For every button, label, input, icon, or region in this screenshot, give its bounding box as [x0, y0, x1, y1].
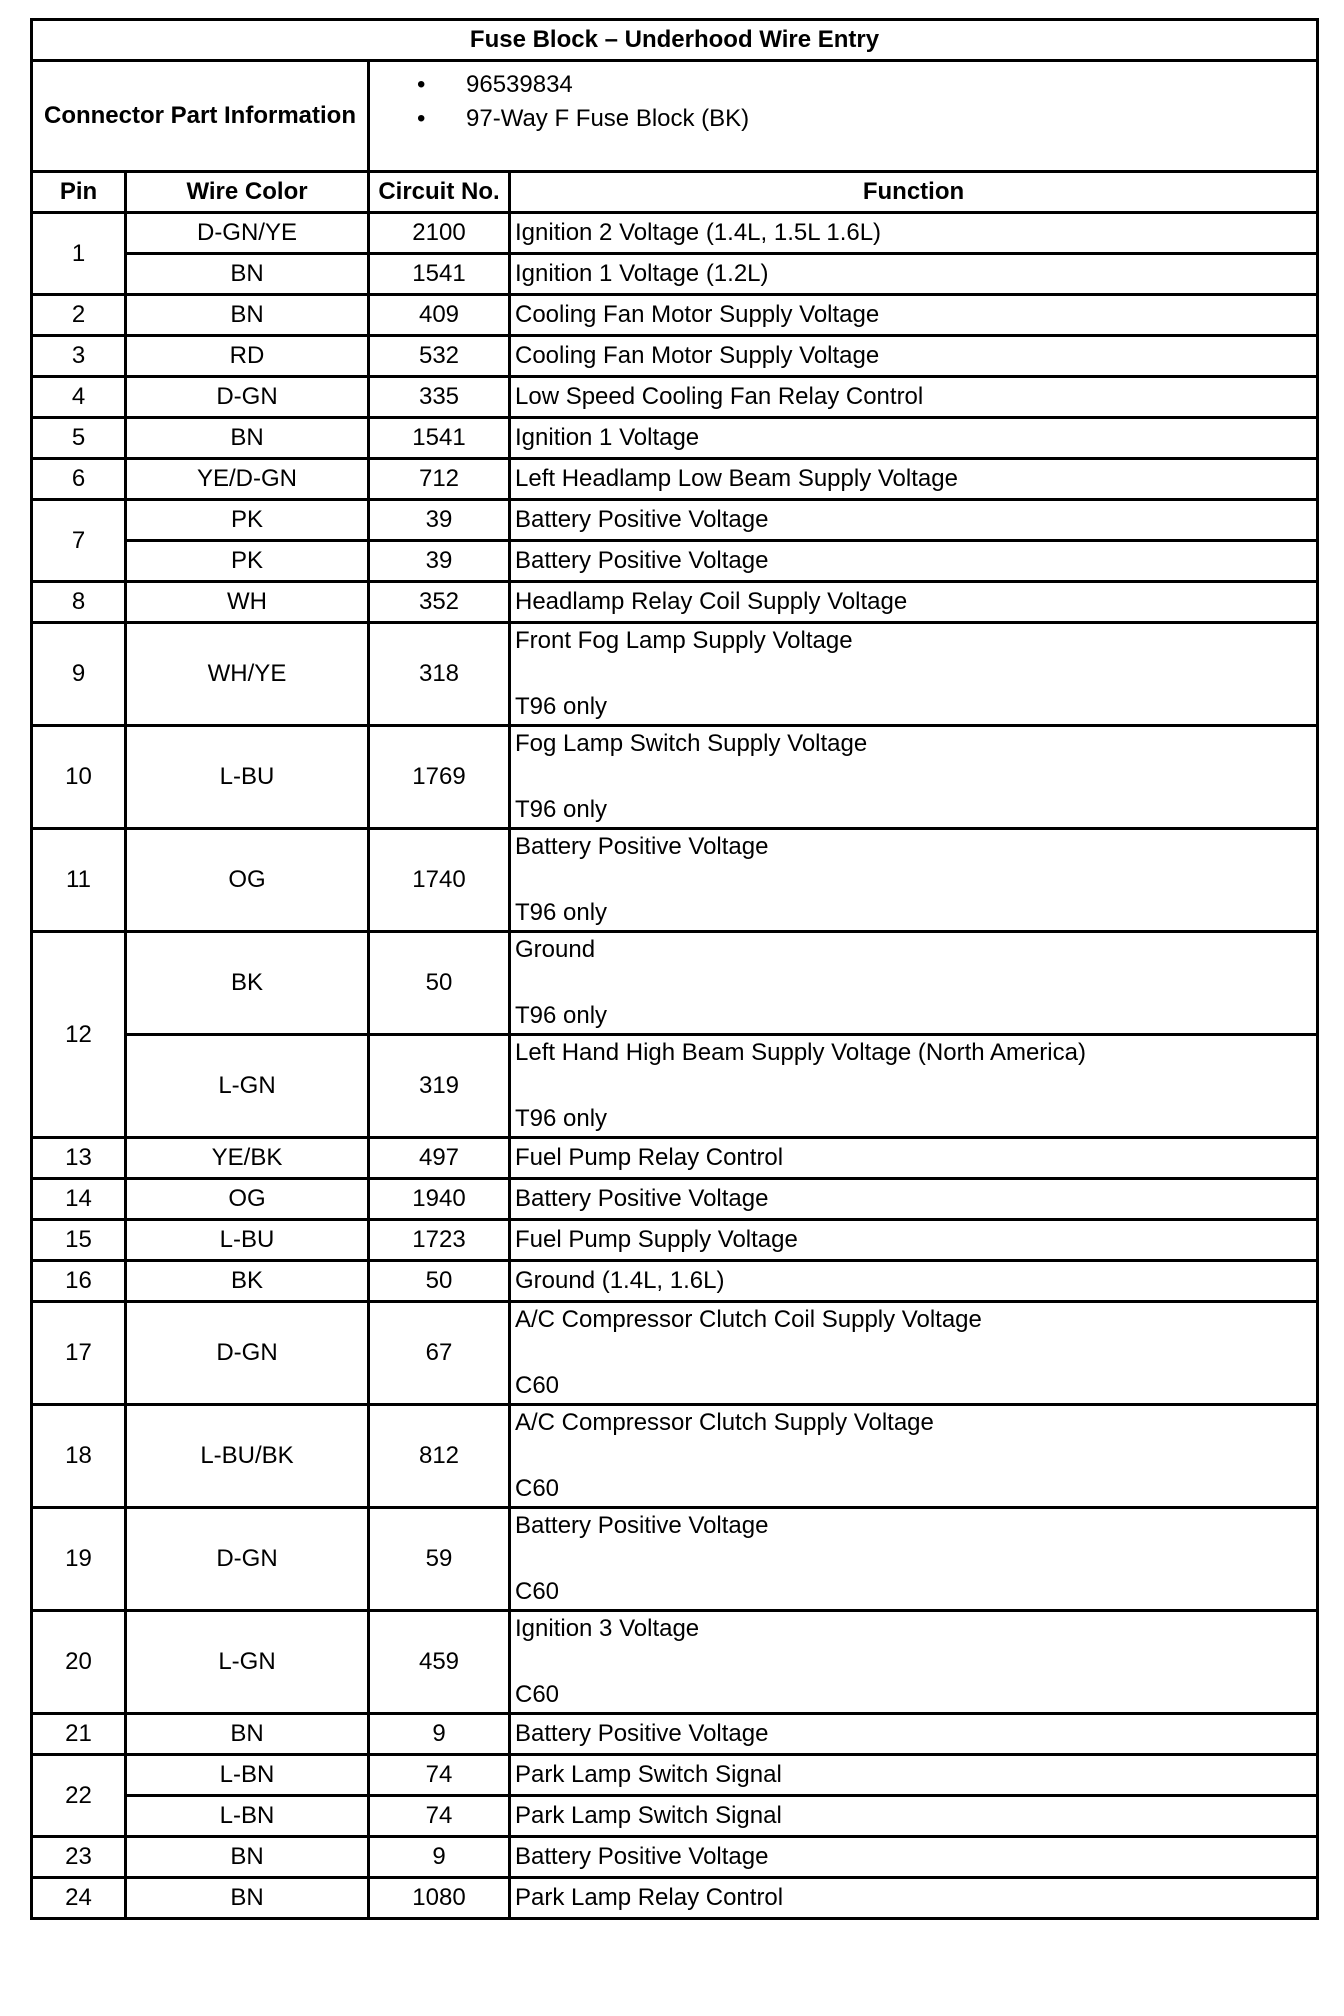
function-cell	[510, 1220, 1318, 1261]
circuit-cell: 459	[369, 1611, 510, 1714]
function-text: Ground (1.4L, 1.6L)	[515, 1267, 725, 1294]
table-row	[32, 1138, 1318, 1179]
wire-color-cell: D-GN	[126, 377, 369, 418]
function-cell	[510, 1138, 1318, 1179]
circuit-cell: 39	[369, 541, 510, 582]
function-note: C60	[515, 1578, 560, 1605]
function-text: Park Lamp Relay Control	[515, 1884, 784, 1911]
pin-cell: 14	[32, 1179, 126, 1220]
function-cell	[510, 1035, 1318, 1138]
table-row	[32, 254, 1318, 295]
function-cell	[510, 1179, 1318, 1220]
column-header-circuit: Circuit No.	[369, 172, 510, 213]
function-cell	[510, 377, 1318, 418]
pin-cell: 17	[32, 1302, 126, 1405]
pin-cell: 12	[32, 932, 126, 1138]
function-note: C60	[515, 1372, 560, 1399]
function-cell	[510, 1508, 1318, 1611]
circuit-cell: 532	[369, 336, 510, 377]
table-row	[32, 1837, 1318, 1878]
function-text: Battery Positive Voltage	[515, 833, 769, 860]
wire-color-cell: BN	[126, 254, 369, 295]
wire-color-cell: L-BU	[126, 726, 369, 829]
wire-color-cell: BN	[126, 1714, 369, 1755]
wire-color-cell: BN	[126, 418, 369, 459]
function-cell	[510, 1405, 1318, 1508]
wire-color-cell: L-BN	[126, 1755, 369, 1796]
circuit-cell: 1723	[369, 1220, 510, 1261]
fuse-block-document	[30, 18, 1316, 1920]
pin-cell: 16	[32, 1261, 126, 1302]
function-cell	[510, 295, 1318, 336]
pin-cell: 23	[32, 1837, 126, 1878]
table-row	[32, 1796, 1318, 1837]
function-text: Ignition 1 Voltage	[515, 424, 700, 451]
function-note: T96 only	[515, 1002, 608, 1029]
table-row	[32, 213, 1318, 254]
function-cell	[510, 1714, 1318, 1755]
wire-color-cell: RD	[126, 336, 369, 377]
function-text: Left Hand High Beam Supply Voltage (North America)	[515, 1039, 1086, 1066]
wire-color-cell: L-BU/BK	[126, 1405, 369, 1508]
function-cell	[510, 1261, 1318, 1302]
connector-part-description: • 97-Way F Fuse Block (BK)	[466, 102, 1316, 136]
circuit-cell: 409	[369, 295, 510, 336]
circuit-cell: 1769	[369, 726, 510, 829]
table-row	[32, 932, 1318, 1035]
circuit-cell: 59	[369, 1508, 510, 1611]
table-row	[32, 829, 1318, 932]
circuit-cell: 1940	[369, 1179, 510, 1220]
function-text: Left Headlamp Low Beam Supply Voltage	[515, 465, 958, 492]
function-note: C60	[515, 1681, 560, 1708]
function-text: Low Speed Cooling Fan Relay Control	[515, 383, 924, 410]
function-cell	[510, 1611, 1318, 1714]
wire-color-cell: WH	[126, 582, 369, 623]
pin-cell: 1	[32, 213, 126, 295]
function-cell	[510, 726, 1318, 829]
function-text: Cooling Fan Motor Supply Voltage	[515, 342, 880, 369]
wire-color-cell: L-BU	[126, 1220, 369, 1261]
function-cell	[510, 1878, 1318, 1919]
pin-cell: 8	[32, 582, 126, 623]
circuit-cell: 1541	[369, 254, 510, 295]
pin-cell: 5	[32, 418, 126, 459]
table-row	[32, 500, 1318, 541]
function-text: Cooling Fan Motor Supply Voltage	[515, 301, 880, 328]
function-note: T96 only	[515, 693, 608, 720]
wire-color-cell: YE/D-GN	[126, 459, 369, 500]
circuit-cell: 1541	[369, 418, 510, 459]
wire-color-cell: BK	[126, 1261, 369, 1302]
function-text: Ground	[515, 936, 596, 963]
table-row	[32, 1405, 1318, 1508]
pin-cell: 13	[32, 1138, 126, 1179]
table-row	[32, 1220, 1318, 1261]
function-cell	[510, 541, 1318, 582]
function-cell	[510, 418, 1318, 459]
pin-cell: 4	[32, 377, 126, 418]
circuit-cell: 812	[369, 1405, 510, 1508]
table-row	[32, 1878, 1318, 1919]
wire-color-cell: L-GN	[126, 1611, 369, 1714]
function-text: Battery Positive Voltage	[515, 1512, 769, 1539]
function-cell	[510, 213, 1318, 254]
table-row	[32, 1714, 1318, 1755]
table-row	[32, 1302, 1318, 1405]
wire-color-cell: PK	[126, 500, 369, 541]
table-row	[32, 726, 1318, 829]
circuit-cell: 319	[369, 1035, 510, 1138]
pin-cell: 20	[32, 1611, 126, 1714]
wire-color-cell: BK	[126, 932, 369, 1035]
function-text: Fuel Pump Relay Control	[515, 1144, 784, 1171]
function-text: Ignition 1 Voltage (1.2L)	[515, 260, 769, 287]
table-row	[32, 418, 1318, 459]
function-text: Fog Lamp Switch Supply Voltage	[515, 730, 868, 757]
circuit-cell: 74	[369, 1755, 510, 1796]
function-note: T96 only	[515, 1105, 608, 1132]
pin-cell: 7	[32, 500, 126, 582]
pin-cell: 18	[32, 1405, 126, 1508]
table-row	[32, 459, 1318, 500]
pin-cell: 10	[32, 726, 126, 829]
connector-part-label: Connector Part Information	[32, 61, 369, 172]
circuit-cell: 67	[369, 1302, 510, 1405]
column-header-wire-color: Wire Color	[126, 172, 369, 213]
circuit-cell: 1080	[369, 1878, 510, 1919]
function-cell	[510, 932, 1318, 1035]
function-cell	[510, 336, 1318, 377]
circuit-cell: 318	[369, 623, 510, 726]
pin-cell: 3	[32, 336, 126, 377]
table-row	[32, 295, 1318, 336]
table-title: Fuse Block – Underhood Wire Entry	[32, 20, 1318, 61]
circuit-cell: 352	[369, 582, 510, 623]
column-header-pin: Pin	[32, 172, 126, 213]
function-text: Battery Positive Voltage	[515, 506, 769, 533]
pin-cell: 21	[32, 1714, 126, 1755]
function-cell	[510, 1302, 1318, 1405]
connector-part-number: • 96539834	[466, 68, 1316, 102]
table-row	[32, 1179, 1318, 1220]
wire-color-cell: YE/BK	[126, 1138, 369, 1179]
wire-color-cell: BN	[126, 295, 369, 336]
function-cell	[510, 1755, 1318, 1796]
circuit-cell: 9	[369, 1714, 510, 1755]
wire-color-cell: PK	[126, 541, 369, 582]
table-row	[32, 1261, 1318, 1302]
pin-cell: 2	[32, 295, 126, 336]
function-cell	[510, 254, 1318, 295]
function-cell	[510, 623, 1318, 726]
wire-color-cell: L-GN	[126, 1035, 369, 1138]
wire-color-cell: OG	[126, 1179, 369, 1220]
function-cell	[510, 582, 1318, 623]
function-text: Battery Positive Voltage	[515, 1185, 769, 1212]
wire-color-cell: WH/YE	[126, 623, 369, 726]
circuit-cell: 497	[369, 1138, 510, 1179]
circuit-cell: 335	[369, 377, 510, 418]
function-text: Battery Positive Voltage	[515, 547, 769, 574]
function-cell	[510, 1837, 1318, 1878]
circuit-cell: 39	[369, 500, 510, 541]
function-text: Ignition 3 Voltage	[515, 1615, 700, 1642]
function-text: Fuel Pump Supply Voltage	[515, 1226, 798, 1253]
circuit-cell: 712	[369, 459, 510, 500]
table-row	[32, 582, 1318, 623]
wire-color-cell: OG	[126, 829, 369, 932]
column-header-function: Function	[510, 172, 1318, 213]
function-cell	[510, 500, 1318, 541]
table-row	[32, 1035, 1318, 1138]
table-row	[32, 377, 1318, 418]
pin-cell: 9	[32, 623, 126, 726]
function-text: Ignition 2 Voltage (1.4L, 1.5L 1.6L)	[515, 219, 882, 246]
function-text: Front Fog Lamp Supply Voltage	[515, 627, 853, 654]
circuit-cell: 9	[369, 1837, 510, 1878]
circuit-cell: 74	[369, 1796, 510, 1837]
connector-part-list	[369, 61, 1318, 172]
wire-color-cell: D-GN/YE	[126, 213, 369, 254]
function-note: C60	[515, 1475, 560, 1502]
pin-cell: 6	[32, 459, 126, 500]
pin-cell: 11	[32, 829, 126, 932]
wire-color-cell: BN	[126, 1878, 369, 1919]
function-note: T96 only	[515, 796, 608, 823]
table-row	[32, 336, 1318, 377]
wire-color-cell: D-GN	[126, 1302, 369, 1405]
function-text: A/C Compressor Clutch Coil Supply Voltage	[515, 1306, 982, 1333]
function-text: Battery Positive Voltage	[515, 1720, 769, 1747]
table-row	[32, 1755, 1318, 1796]
circuit-cell: 50	[369, 932, 510, 1035]
table-row	[32, 1508, 1318, 1611]
table-row	[32, 541, 1318, 582]
function-text: A/C Compressor Clutch Supply Voltage	[515, 1409, 934, 1436]
function-cell	[510, 1796, 1318, 1837]
pin-cell: 24	[32, 1878, 126, 1919]
wire-color-cell: BN	[126, 1837, 369, 1878]
function-text: Park Lamp Switch Signal	[515, 1761, 782, 1788]
table-row	[32, 623, 1318, 726]
circuit-cell: 1740	[369, 829, 510, 932]
function-text: Headlamp Relay Coil Supply Voltage	[515, 588, 908, 615]
function-text: Park Lamp Switch Signal	[515, 1802, 782, 1829]
pin-cell: 19	[32, 1508, 126, 1611]
circuit-cell: 50	[369, 1261, 510, 1302]
pinout-table	[30, 18, 1319, 1920]
wire-color-cell: L-BN	[126, 1796, 369, 1837]
function-text: Battery Positive Voltage	[515, 1843, 769, 1870]
function-cell	[510, 829, 1318, 932]
table-row	[32, 1611, 1318, 1714]
function-note: T96 only	[515, 899, 608, 926]
pin-cell: 22	[32, 1755, 126, 1837]
pin-cell: 15	[32, 1220, 126, 1261]
function-cell	[510, 459, 1318, 500]
wire-color-cell: D-GN	[126, 1508, 369, 1611]
circuit-cell: 2100	[369, 213, 510, 254]
